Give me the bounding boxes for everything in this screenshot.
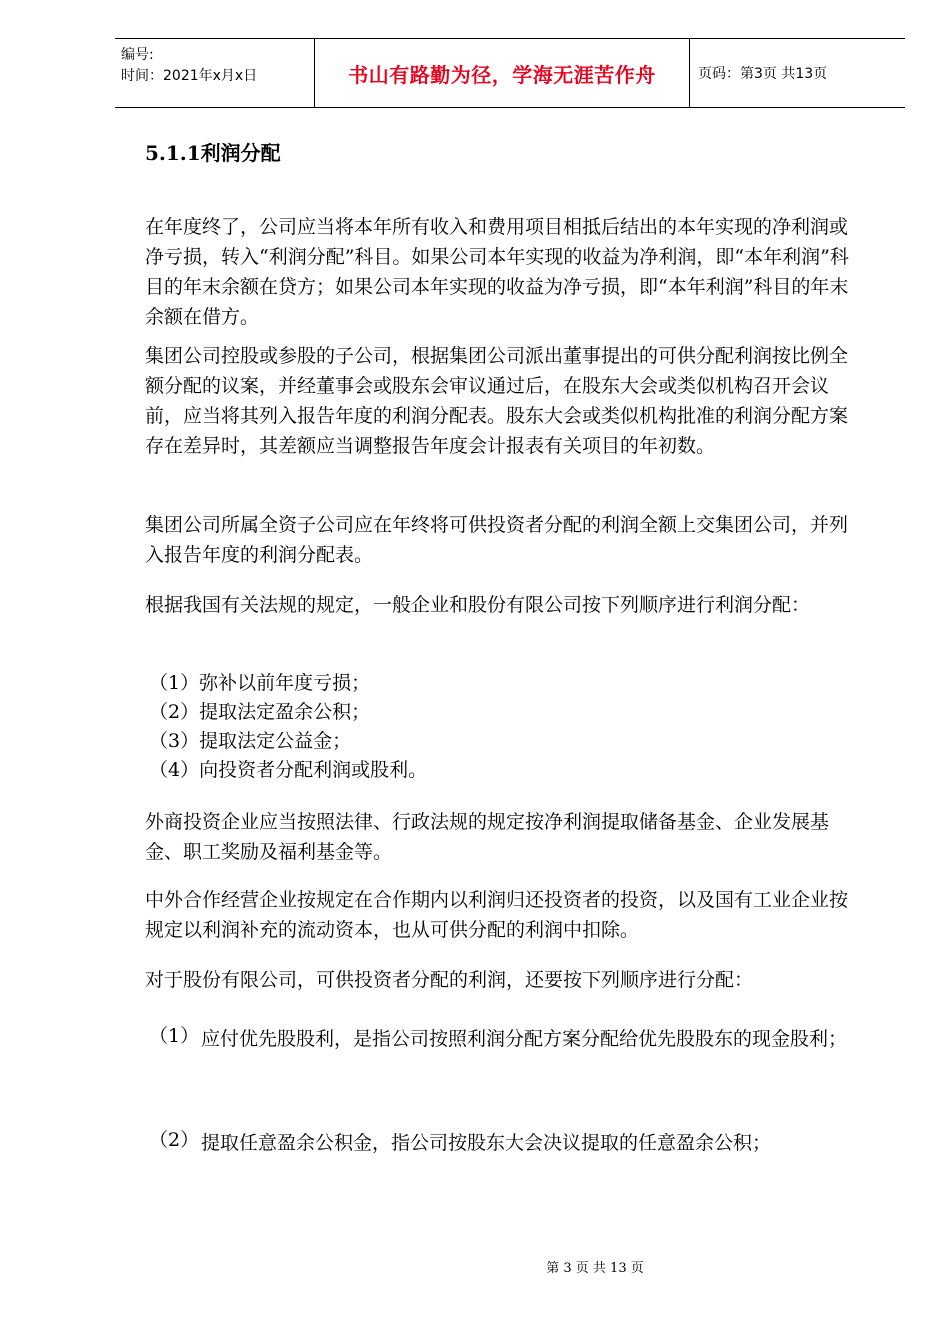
section-title: 5.1.1利润分配 (145, 141, 281, 165)
paragraph: 集团公司所属全资子公司应在年终将可供投资者分配的利润全额上交集团公司，并列入报告年度的利润分配表。 (145, 514, 849, 566)
list-item: （1）弥补以前年度亏损； (149, 672, 371, 694)
paragraph: 外商投资企业应当按照法律、行政法规的规定按净利润提取储备基金、企业发展基金、职工奖励及福利基金等。 (145, 811, 830, 863)
list-item: （4）向投资者分配利润或股利。 (149, 759, 428, 781)
page-header (115, 38, 905, 108)
paragraph: 中外合作经营企业按规定在合作期内以利润归还投资者的投资，以及国有工业企业按规定以利润补充的流动资本，也从可供分配的利润中扣除。 (145, 889, 849, 941)
page-footer: 第 3 页 共 13 页 (546, 1261, 644, 1276)
paragraph: 对于股份有限公司，可供投资者分配的利润，还要按下列顺序进行分配： (145, 969, 754, 991)
paragraph: 在年度终了，公司应当将本年所有收入和费用项目相抵后结出的本年实现的净利润或净亏损，转入“利润分配”科目。如果公司本年实现的收益为净利润，即“本年利润”科目的年末余额在贷方；如果公司本年实现的收益为净亏损，即“本年利润”科目的年末余额在借方。 (145, 216, 849, 328)
serial-label: 编号: (121, 47, 154, 63)
list-item: （3）提取法定公益金； (149, 730, 352, 752)
paragraph: 根据我国有关法规的规定，一般企业和股份有限公司按下列顺序进行利润分配： (145, 594, 811, 616)
paragraph: 集团公司控股或参股的子公司，根据集团公司派出董事提出的可供分配利润按比例全额分配的议案，并经董事会或股东会审议通过后，在股东大会或类似机构召开会议前，应当将其列入报告年度的利润分配表。股东大会或类似机构批准的利润分配方案存在差异时，其差额应当调整报告年度会计报表有关项目的年初数。 (145, 345, 849, 457)
list-item (149, 1020, 879, 1058)
list-item-text: 提取任意盈余公积金，指公司按股东大会决议提取的任意盈余公积； (201, 1132, 772, 1154)
header-meta (115, 39, 315, 107)
list-item (149, 1124, 879, 1162)
list-item-number: （1） (149, 1025, 200, 1047)
time-label: 时间：2021年x月x日 (121, 68, 258, 84)
list-item: （2）提取法定盈余公积； (149, 701, 371, 723)
list-item-text: 应付优先股股利，是指公司按照利润分配方案分配给优先股股东的现金股利； (201, 1028, 848, 1050)
header-page-number: 页码：第3页 共13页 (698, 66, 828, 82)
header-motto: 书山有路勤为径，学海无涯苦作舟 (315, 39, 690, 107)
list-item-number: （2） (149, 1129, 200, 1151)
